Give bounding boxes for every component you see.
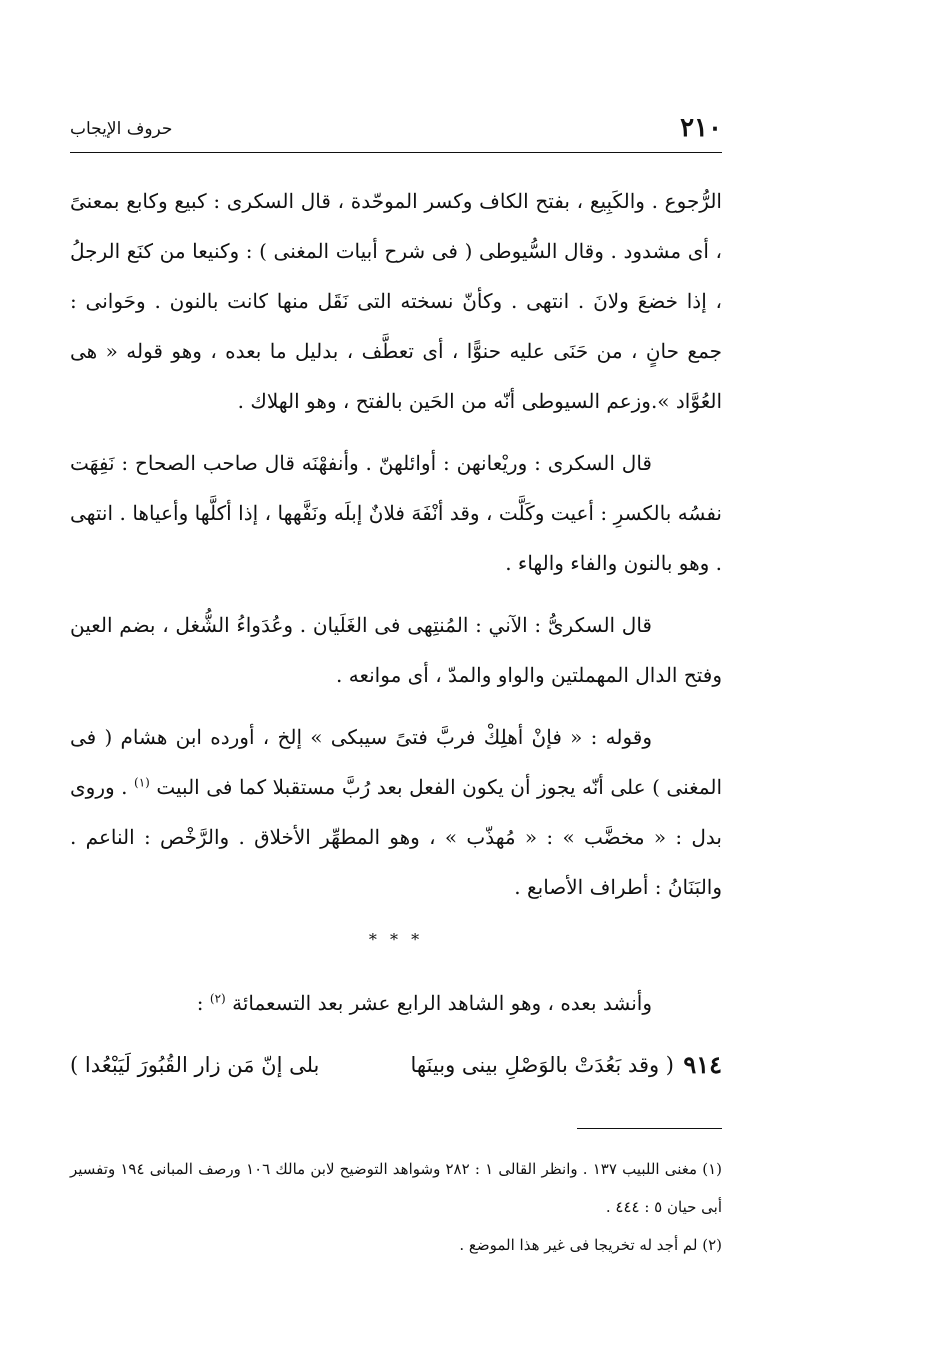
verse-intro bbox=[70, 978, 652, 1028]
paragraph-4-text-after: . وروى بدل : « مخضَّب » : « مُهذّب » ، وهو المطهِّر الأخلاق . والرَّخْص : الناعم . والبَنَانُ : أطراف الأصابع . bbox=[70, 775, 722, 899]
header-rule bbox=[70, 152, 722, 153]
footnote-2: (٢) لم أجد له تخريجا فى غير هذا الموضع . bbox=[459, 1236, 722, 1254]
paragraph-4 bbox=[70, 712, 722, 912]
paragraph-2: قال السكرى : وريْعانهن : أوائلهنّ . وأنفهْنَه قال صاحب الصحاح : نَفِهَت نفسُه بالكسرِ : أعيت وكَلَّت ، وقد أنْفَهَ فلانٌ إبلَه ونَفَّهها ، إذا أكلَّها وأعياها . انتهى . وهو بالنون والفاء والهاء . bbox=[70, 451, 722, 575]
page-header bbox=[70, 108, 722, 148]
paragraph-3: قال السكرىُّ : الآني : المُنتِهى فى الغَلَيان . وعُدَواءُ الشُّغل ، بضم العين وفتح الدال المهملتين والواو والمدّ ، أى موانعه . bbox=[70, 613, 722, 687]
verse-line bbox=[70, 1040, 722, 1090]
running-title: حروف الإيجاب bbox=[70, 119, 173, 139]
paragraph-4-text-before: وقوله : « فإنْ أهلِكْ فربَّ فتىً سيبكى » إلخ ، أورده ابن هشام ( فى المغنى ) على أنّه يجوز أن يكون الفعل بعد رُبَّ مستقبلا كما فى البيت bbox=[70, 725, 722, 799]
footnote-1: (١) مغنى اللبيب ١٣٧ . وانظر القالى ١ : ٢٨٢ وشواهد التوضيح لابن مالك ١٠٦ ورصف المبانى ١٩٤ وتفسير أبى حيان ٥ : ٤٤٤ . bbox=[70, 1160, 723, 1216]
paragraph-1: الرُّجوع . والكَبِيع ، بفتح الكاف وكسر الموحّدة ، قال السكرى : كبيع وكابع بمعنىً ، أى مشدود . وقال السُّيوطى ( فى شرح أبيات المغنى ) : وكنيعا من كنَع الرجلُ ، إذا خضعَ ولانَ . انتهى . وكأنّ نسخته التى نَقَل منها كانت بالنون . وحَوانى : جمع حانٍ ، من حَنَى عليه حنوًّا ، أى تعطَّف ، بدليل ما بعده ، وهو قوله « هى العُوَّاد ».وزعم السيوطى أنّه من الحَين بالفتح ، وهو الهلاك . bbox=[70, 189, 722, 413]
verse-number: ٩١٤ bbox=[683, 1050, 722, 1079]
book-page bbox=[70, 0, 722, 1355]
section-ornament: * * * bbox=[368, 930, 424, 949]
footnote-ref-2: (٢) bbox=[209, 991, 226, 1006]
verse-intro-suffix: : bbox=[196, 991, 210, 1015]
footnote-rule bbox=[577, 1128, 722, 1129]
verse-intro-text: وأنشد بعده ، وهو الشاهد الرابع عشر بعد التسعمائة bbox=[232, 991, 652, 1015]
verse-first-half: ( وقد بَعُدَتْ بالوَصْلِ بينى وبينَها bbox=[410, 1053, 674, 1077]
footnote-ref-1: (١) bbox=[134, 775, 150, 790]
footnotes bbox=[70, 1150, 722, 1264]
verse-second-half: بلى إنّ مَن زار القُبُورَ لَيَبْعُدا ) bbox=[70, 1053, 320, 1077]
body-text bbox=[70, 176, 722, 924]
page-number: ٢١٠ bbox=[680, 113, 722, 143]
